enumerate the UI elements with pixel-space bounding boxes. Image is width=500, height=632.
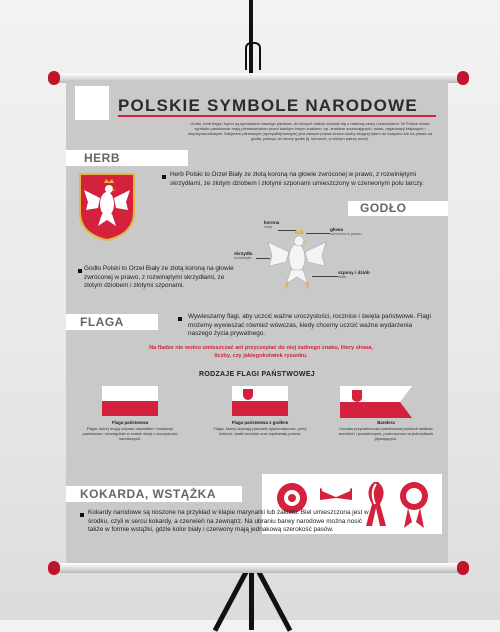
top-rod-cap-right	[457, 71, 469, 85]
flag-state	[102, 386, 158, 416]
callout-skrzydla-name: skrzydła	[234, 251, 253, 256]
callout-line-glowa	[306, 233, 330, 234]
herb-shield-emblem	[78, 172, 136, 242]
flag-emblem-shield-icon	[243, 389, 253, 400]
flaga-text: Wywieszamy flagi, aby uczcić ważne uroczystości, rocznice i święta państwowe. Flagi możemy wywieszać również wówczas, kiedy chcemy uczcić ważne wydarzenia naszego życia prywatnego.	[188, 313, 431, 338]
callout-korona-desc: złota	[264, 225, 273, 229]
callout-szpony	[338, 270, 370, 279]
stand-hook	[245, 42, 261, 70]
flaga-heading: FLAGA	[66, 314, 158, 330]
bottom-rod-cap-right	[457, 561, 469, 575]
flag-bandera	[340, 386, 412, 418]
flag-bandera-desc: Oznaka przynależności państwowej polskich statków morskich i powietrznych, podnoszona na jednostkach pływających.	[338, 426, 434, 441]
herb-heading: HERB	[66, 150, 188, 166]
flag-bandera-name: Bandera	[377, 420, 395, 425]
callout-glowa-desc: zwrócona w prawo	[330, 232, 362, 236]
bottom-rod-cap-left	[48, 561, 60, 575]
callout-skrzydla-desc: rozwinięte	[234, 256, 252, 260]
bottom-rod	[50, 563, 466, 573]
herb-text: Herb Polski to Orzeł Biały ze złotą koroną na głowie zwróconej w prawo, z rozwiniętymi skrzydłami, ze złotym dziobem i złotymi szponami umieszczony w czerwonym polu tarczy.	[170, 171, 424, 187]
flag-state-with-emblem	[232, 386, 288, 416]
callout-glowa	[330, 227, 361, 236]
page-title: POLSKIE SYMBOLE NARODOWE	[118, 96, 418, 115]
callout-szpony-desc: złote	[338, 275, 347, 279]
flag-types-heading: RODZAJE FLAGI PAŃSTWOWEJ	[199, 371, 315, 378]
callout-line-skrzydla	[256, 258, 270, 259]
kokarda-heading: KOKARDA, WSTĄŻKA	[66, 486, 242, 502]
corner-square	[75, 86, 109, 120]
poster	[66, 80, 448, 566]
callout-line-szpony	[312, 276, 338, 277]
kokarda-text: Kokardy narodowe są noszone na przykład w klapie marynarki lub żakietu. Biel umieszczona jest w środku, czyli w sercu kokardy, a czerwień na zewnątrz. Na ubraniu barwy narodowe można nosić także w formie wstążki, gdzie kolor biały i czerwony mają jednakową szerokość pasów.	[88, 509, 369, 534]
rosette-ribbon-icon	[400, 482, 428, 528]
callout-szpony-name: szpony i dziób	[338, 270, 370, 275]
kokarda-bullet	[80, 513, 84, 517]
callout-line-korona	[278, 230, 296, 231]
flag-state-name: Flaga państwowa	[111, 420, 149, 425]
flag-state-desc: Flaga, której mogą używać obywatele i instytucje państwowe, szczególnie w czasie świąt i uroczystości narodowych.	[82, 426, 178, 441]
ribbon-bow-icon	[320, 488, 352, 500]
title-underline	[118, 115, 436, 117]
callout-skrzydla	[234, 251, 252, 260]
flaga-warning: Na fladze nie wolno umieszczać ani przyczepiać do niej żadnego znaku, litery słowa, liczby, czy jakiegokolwiek rysunku.	[149, 345, 373, 359]
intro-text: Godło, herb flaga i hymn są symbolami naszego państwa, do których należy odnosić się z należną czcią i szacunkiem. W Polsce nasze symbole państwowe mają pierwszeństwo przed każdym innym znakiem, np. znakiem zrzeszających, miast, organizacji krajowych i międzynarodowych. Miejscem pierwszym (uprzywilejowanym) jest zawsze prawa strona osoby stojącej tyłem do budynku lub na prawo od godła, patrząc od strony godła (tj. kierunek, w którym patrzy orzeł).	[187, 121, 433, 141]
callout-glowa-name: głowa	[330, 227, 344, 232]
godlo-heading: GODŁO	[348, 201, 448, 216]
flag-emblem-name: Flaga państwowa z godłem	[231, 420, 289, 425]
callout-korona-name: korona	[264, 220, 280, 225]
flag-emblem-desc: Flaga, której używają placówki dyplomatyczne, porty lotnicze, statki morskie oraz kapitanaty portów.	[213, 426, 307, 436]
flaga-bullet	[178, 317, 182, 321]
godlo-text: Godło Polski to Orzeł Biały ze złotą koroną na głowie zwróconej w prawo, z rozwiniętymi skrzydłami, ze złotym dziobem i złotymi szponami.	[84, 265, 234, 290]
top-rod-cap-left	[48, 71, 60, 85]
callout-korona	[264, 220, 279, 229]
godlo-bullet	[78, 269, 82, 273]
herb-bullet	[162, 175, 166, 179]
